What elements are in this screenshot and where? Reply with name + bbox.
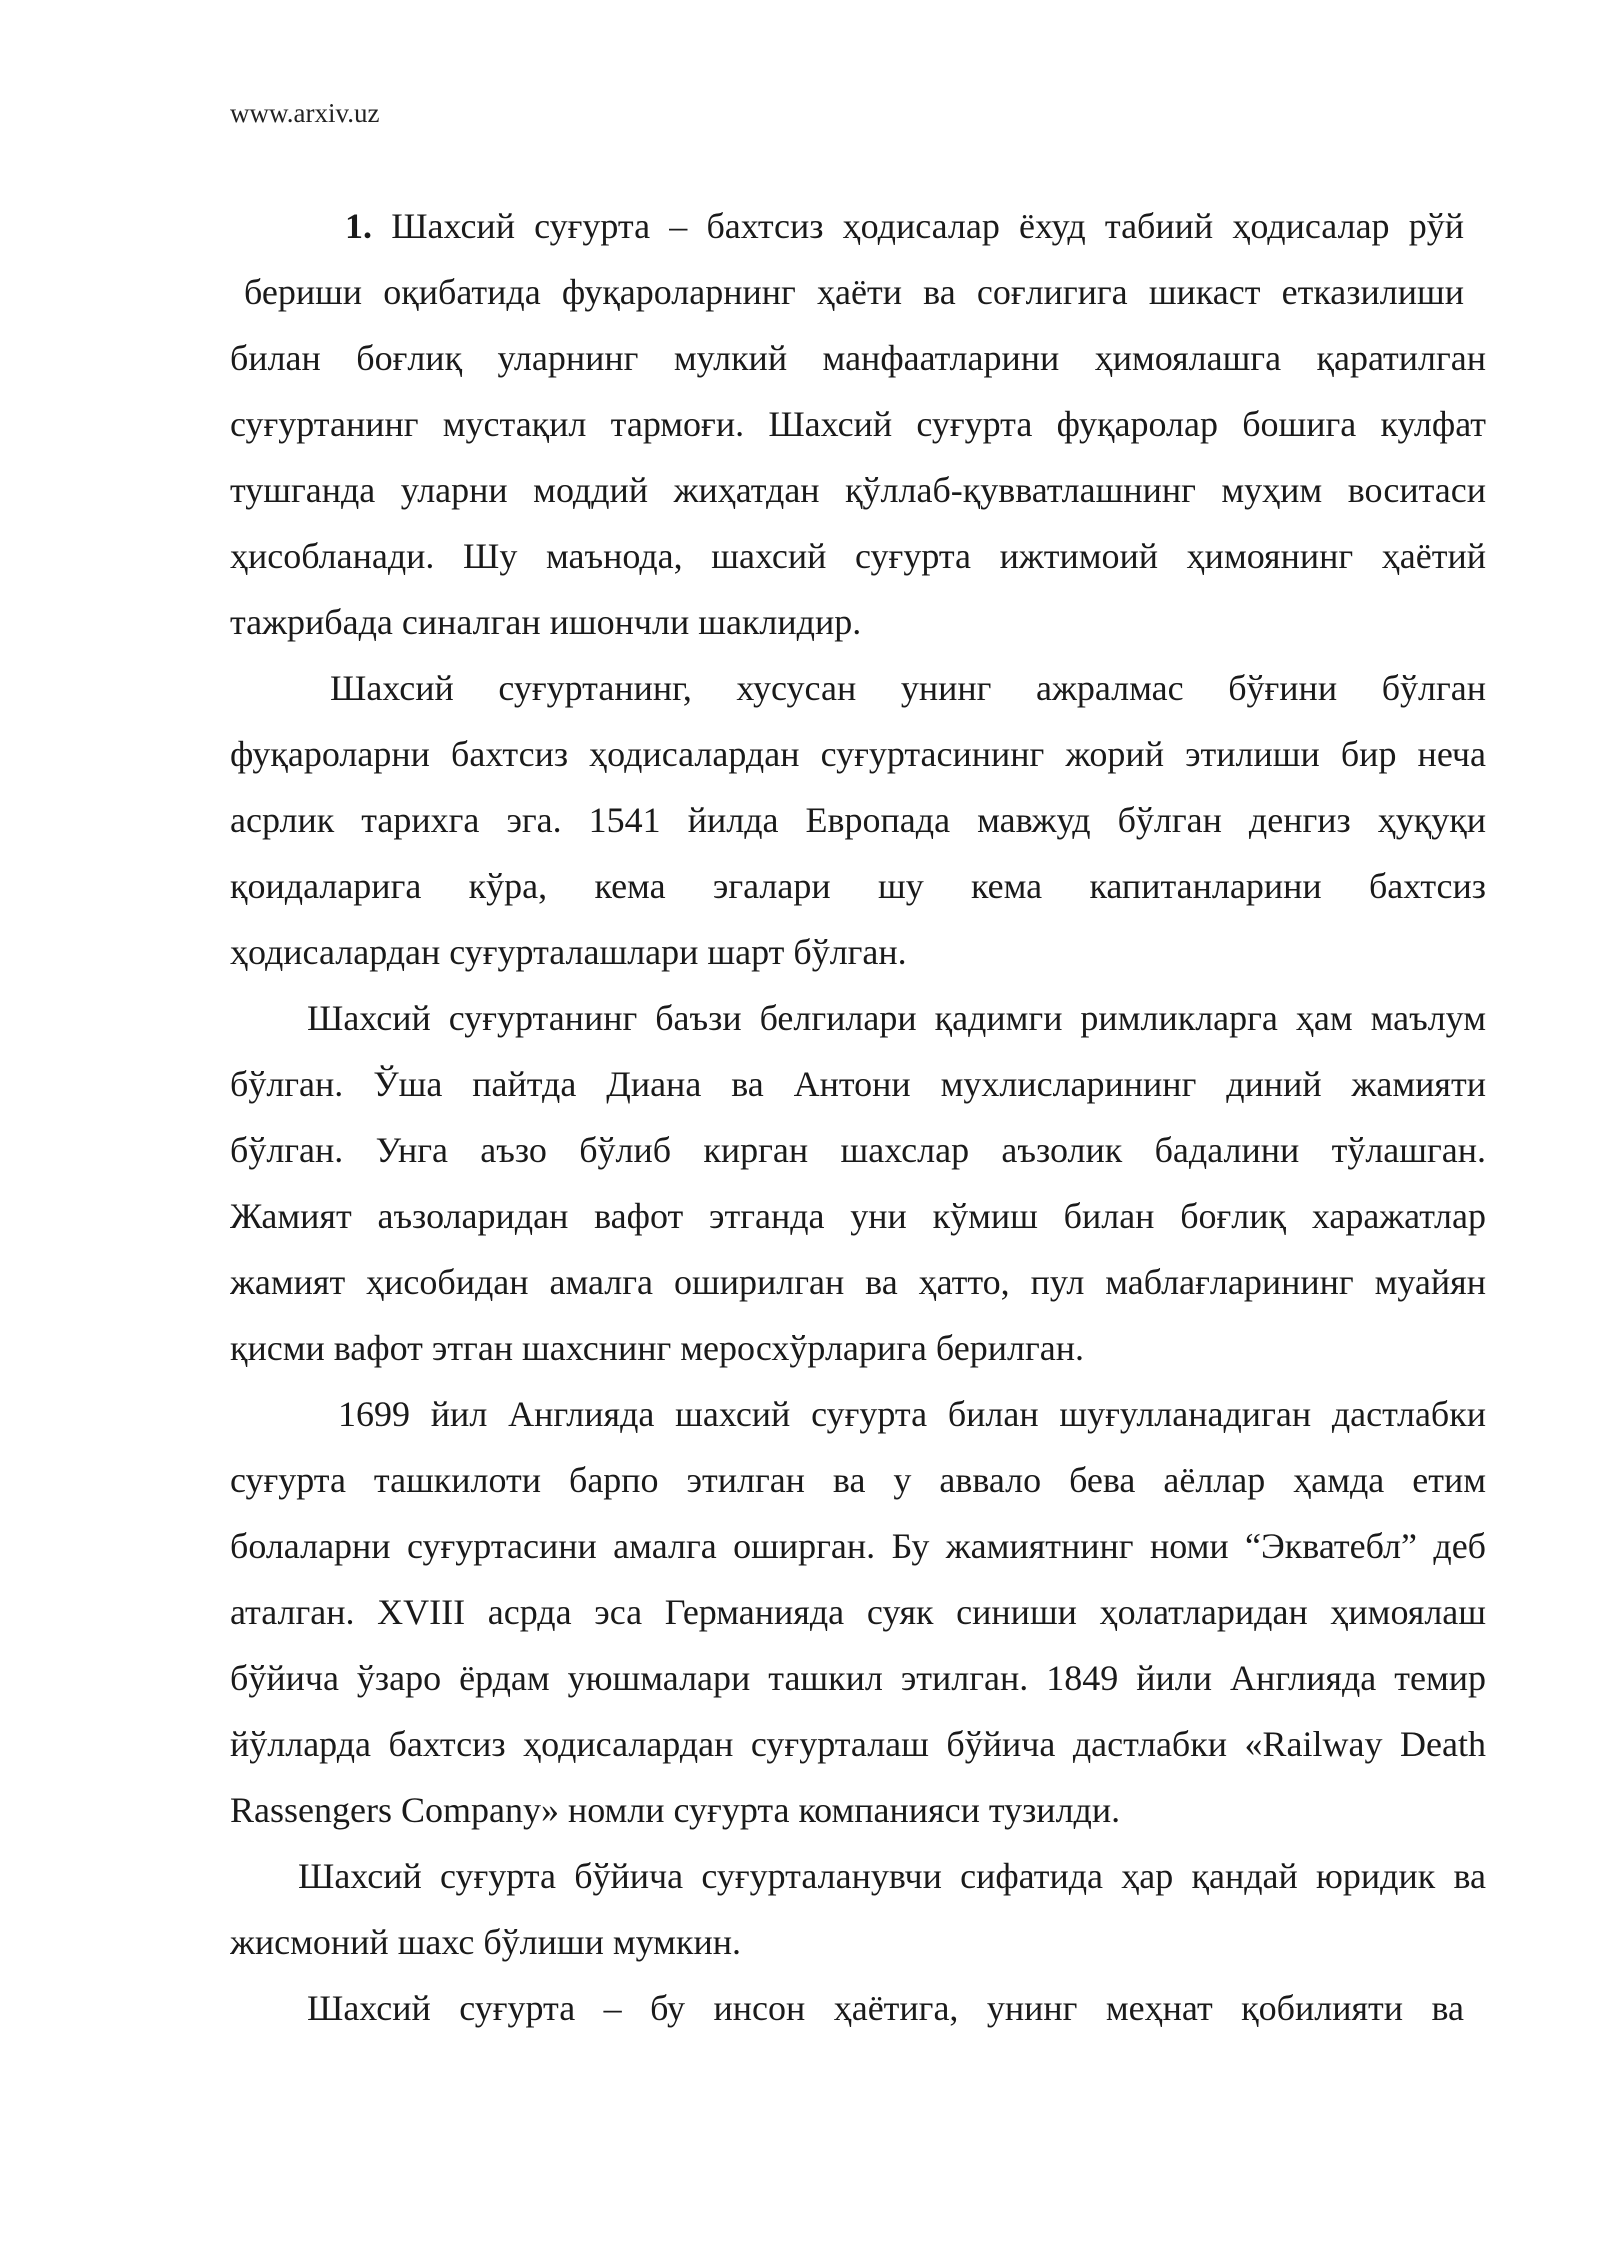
paragraph-6 xyxy=(230,1975,1486,2041)
paragraph-4-line-4: аталган. XVIII асрда эса Германияда суяк синиши ҳолатларидан ҳимоялаш xyxy=(230,1592,1486,1632)
paragraph-3-line-2: бўлган. Ўша пайтда Диана ва Антони мухлисларининг диний жамияти xyxy=(230,1064,1486,1104)
paragraph-4-line-1: 1699 йил Англияда шахсий суғурта билан шуғулланадиган дастлабки xyxy=(338,1394,1486,1434)
paragraph-2-line-4: қоидаларига кўра, кема эгалари шу кема капитанларини бахтсиз xyxy=(230,866,1486,906)
paragraph-4-line-6: йўлларда бахтсиз ҳодисалардан суғурталаш бўйича дастлабки «Railway Death xyxy=(230,1724,1486,1764)
paragraph-1-line-1 xyxy=(230,193,1486,259)
paragraph-1-line-7: тажрибада синалган ишончли шаклидир. xyxy=(230,602,862,642)
paragraph-1 xyxy=(230,193,1486,655)
paragraph-number: 1. xyxy=(345,206,372,246)
paragraph-2-line-5: ҳодисалардан суғурталашлари шарт бўлган. xyxy=(230,932,907,972)
paragraph-4-line-3: болаларни суғуртасини амалга оширган. Бу жамиятнинг номи “Экватебл” деб xyxy=(230,1526,1486,1566)
paragraph-2-line-2: фуқароларни бахтсиз ҳодисалардан суғуртасининг жорий этилиши бир неча xyxy=(230,734,1486,774)
paragraph-4-line-7: Rassengers Company» номли суғурта компанияси тузилди. xyxy=(230,1790,1121,1830)
paragraph-5-line-1: Шахсий суғурта бўйича суғурталанувчи сифатида ҳар қандай юридик ва xyxy=(298,1856,1486,1896)
paragraph-3-line-3: бўлган. Унга аъзо бўлиб кирган шахслар аъзолик бадалини тўлашган. xyxy=(230,1130,1486,1170)
paragraph-5 xyxy=(230,1843,1486,1975)
paragraph-1-line-5: тушганда уларни моддий жиҳатдан қўллаб-қувватлашнинг муҳим воситаси xyxy=(230,470,1486,510)
paragraph-1-line-1-text: Шахсий суғурта – бахтсиз ҳодисалар ёхуд табиий ҳодисалар рўй xyxy=(391,206,1464,246)
paragraph-4-line-2: суғурта ташкилоти барпо этилган ва у аввало бева аёллар ҳамда етим xyxy=(230,1460,1486,1500)
paragraph-2 xyxy=(230,655,1486,985)
paragraph-3-line-1: Шахсий суғуртанинг баъзи белгилари қадимги римликларга ҳам маълум xyxy=(307,998,1486,1038)
paragraph-1-line-3: билан боғлиқ уларнинг мулкий манфаатларини ҳимоялашга қаратилган xyxy=(230,338,1486,378)
paragraph-2-line-3: асрлик тарихга эга. 1541 йилда Европада мавжуд бўлган денгиз ҳуқуқи xyxy=(230,800,1486,840)
paragraph-3-line-6: қисми вафот этган шахснинг меросхўрларига берилган. xyxy=(230,1328,1084,1368)
paragraph-3-line-4: Жамият аъзоларидан вафот этганда уни кўмиш билан боғлиқ харажатлар xyxy=(230,1196,1486,1236)
paragraph-3 xyxy=(230,985,1486,1381)
paragraph-6-line-1: Шахсий суғурта – бу инсон ҳаётига, унинг меҳнат қобилияти ва xyxy=(307,1988,1464,2028)
document-body xyxy=(230,193,1486,2041)
paragraph-2-line-1: Шахсий суғуртанинг, хусусан унинг ажралмас бўғини бўлган xyxy=(330,668,1486,708)
paragraph-5-line-2: жисмоний шахс бўлиши мумкин. xyxy=(230,1922,741,1962)
header-url: www.arxiv.uz xyxy=(230,98,380,128)
paragraph-4-line-5: бўйича ўзаро ёрдам уюшмалари ташкил этилган. 1849 йили Англияда темир xyxy=(230,1658,1486,1698)
paragraph-1-line-6: ҳисобланади. Шу маънода, шахсий суғурта ижтимоий ҳимоянинг ҳаётий xyxy=(230,536,1486,576)
paragraph-1-line-2: бериши оқибатида фуқароларнинг ҳаёти ва соғлигига шикаст етказилиши xyxy=(244,272,1464,312)
paragraph-4 xyxy=(230,1381,1486,1843)
paragraph-1-line-4: суғуртанинг мустақил тармоғи. Шахсий суғурта фуқаролар бошига кулфат xyxy=(230,404,1486,444)
paragraph-3-line-5: жамият ҳисобидан амалга оширилган ва ҳатто, пул маблағларининг муайян xyxy=(230,1262,1486,1302)
